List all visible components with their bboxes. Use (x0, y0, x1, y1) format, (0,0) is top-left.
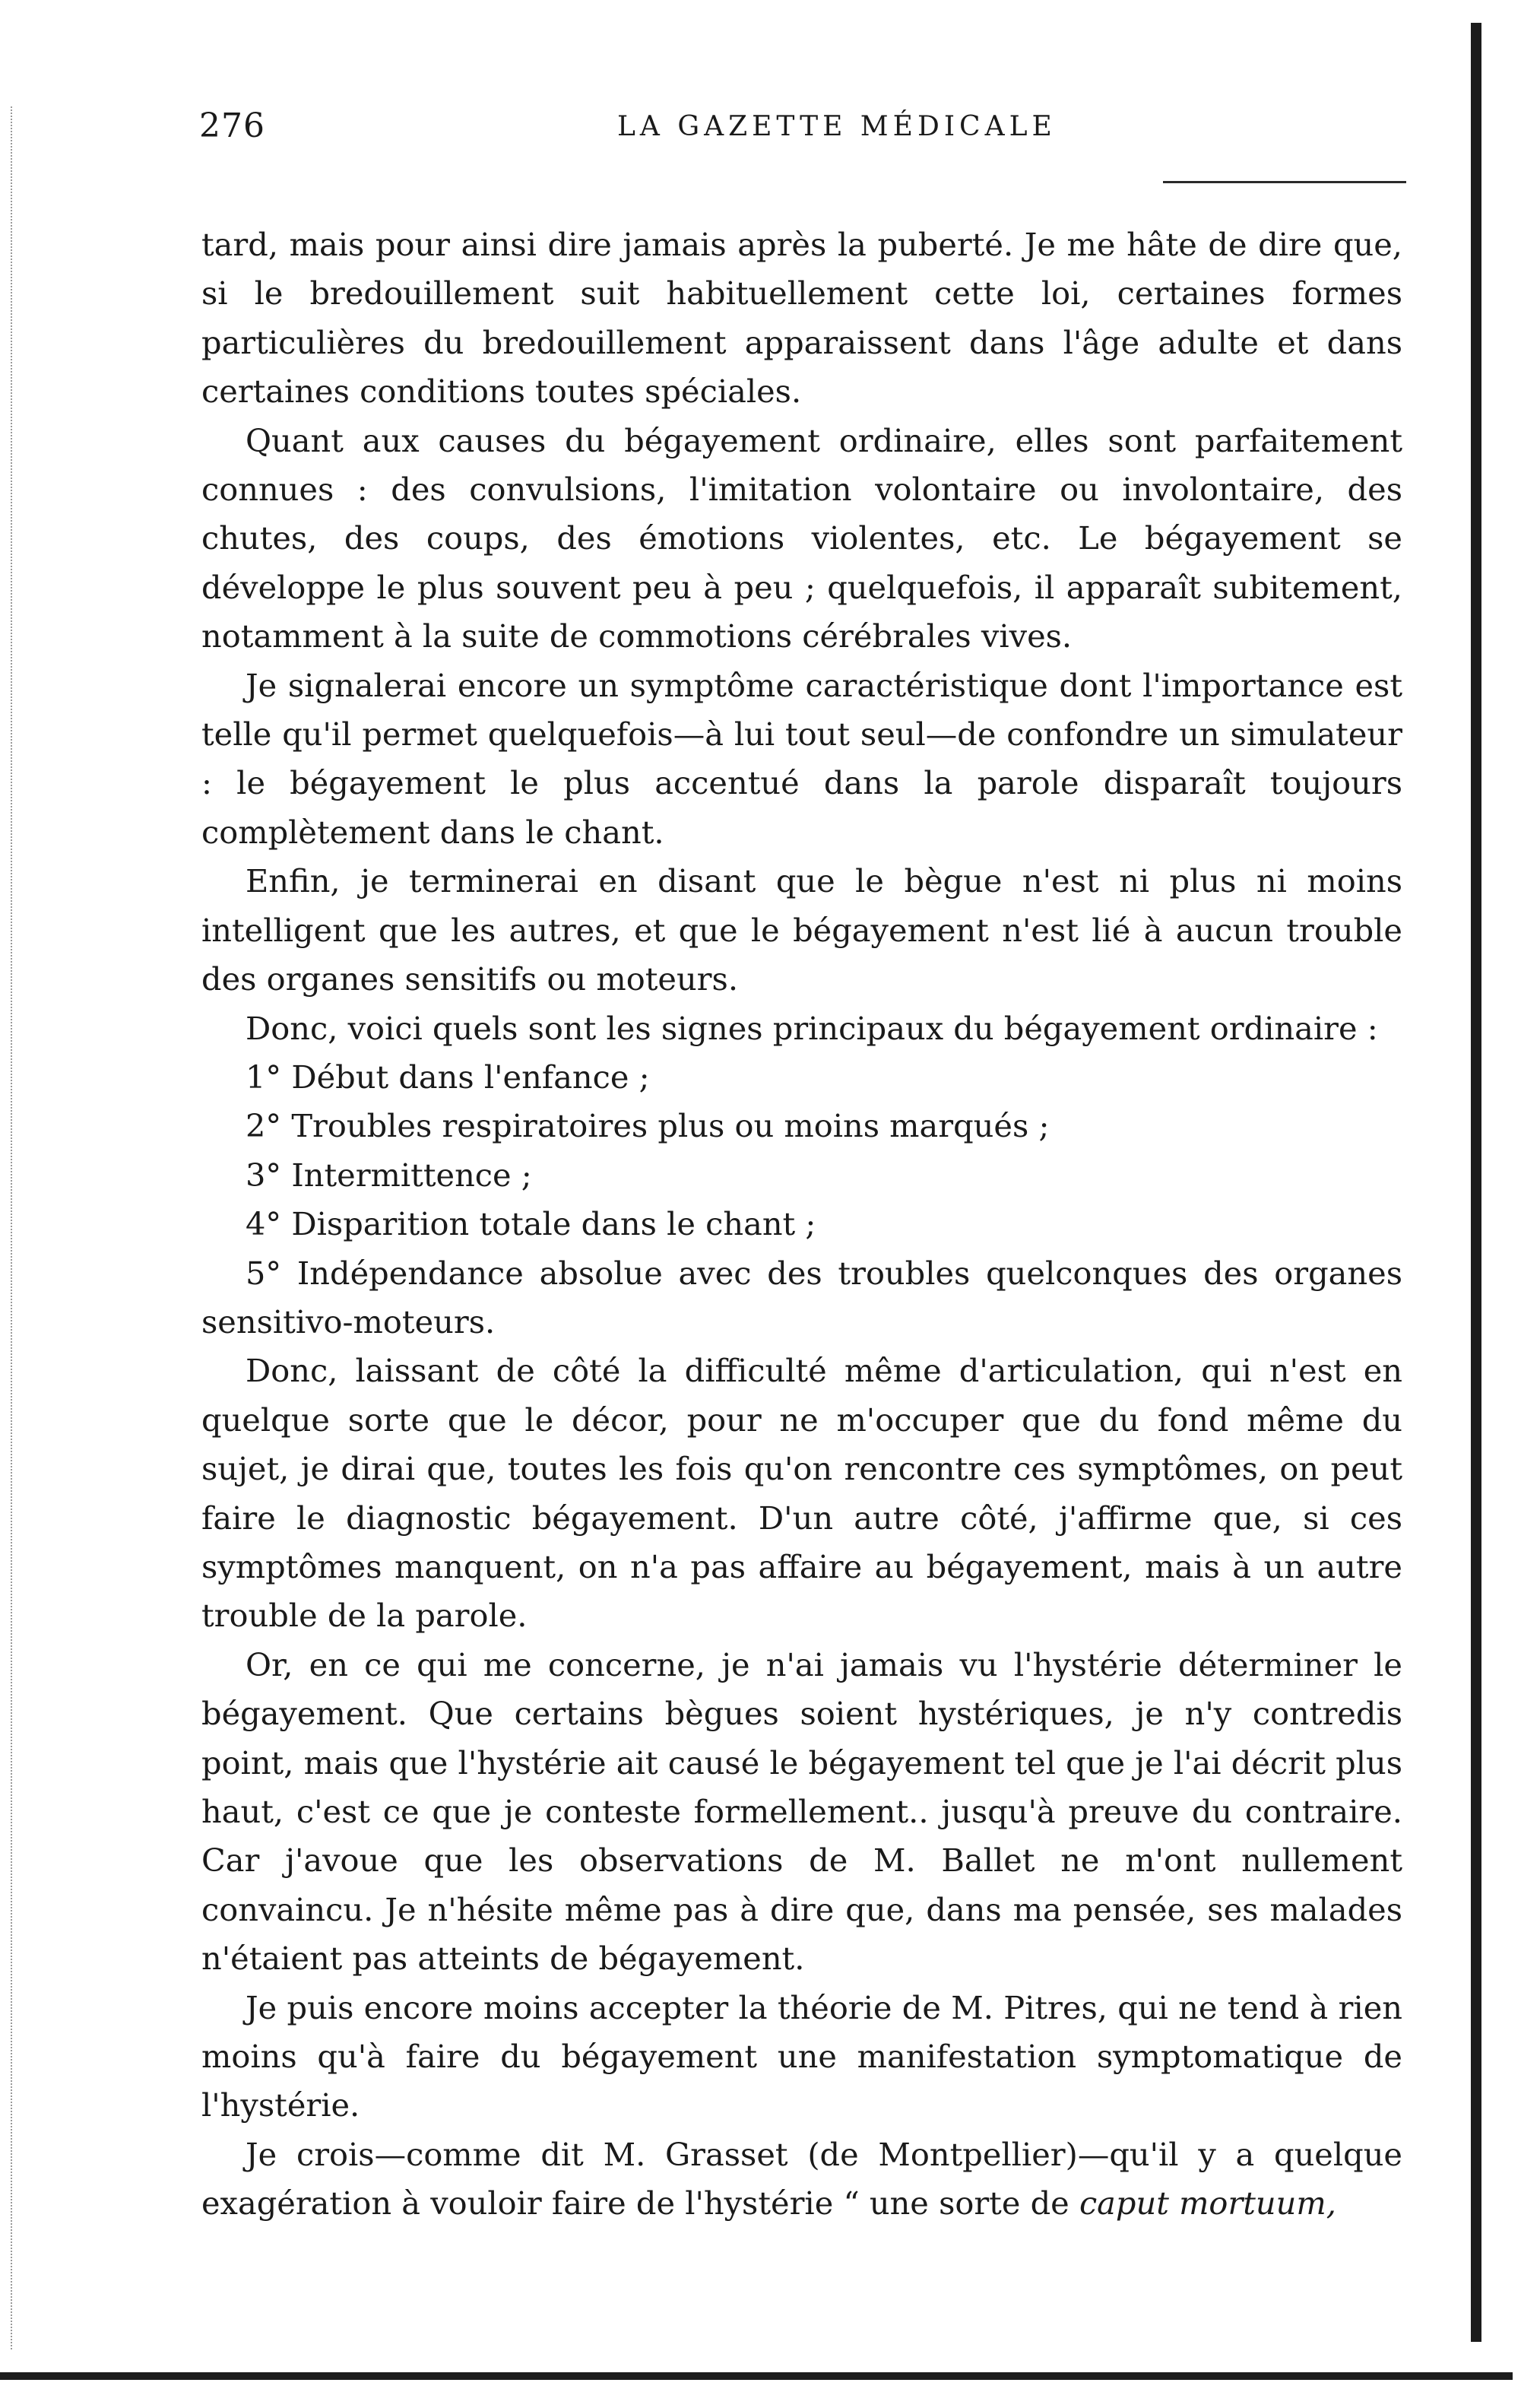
header-rule (1163, 181, 1406, 183)
paragraph: Je signalerai encore un symptôme caractéristique dont l'importance est telle qu'il permet quelquefois—à lui tout seul—de confondre un simulateur : le bégayement le plus accentué dans la parole disparaît toujours complètement dans le chant. (201, 666, 1402, 851)
scan-bottom-edge (0, 2372, 1513, 2380)
paragraph: Je puis encore moins accepter la théorie de M. Pitres, qui ne tend à rien moins qu'à faire du bégayement une manifestation symptomatique de l'hystérie. (201, 1988, 1402, 2124)
latin-phrase: caput mortuum, (1079, 2184, 1336, 2222)
list-item: 1° Début dans l'enfance ; (246, 1058, 650, 1096)
scan-margin-marks (11, 106, 20, 2349)
paragraph: Donc, voici quels sont les signes principaux du bégayement ordinaire : (246, 1009, 1378, 1047)
list-item: 2° Troubles respiratoires plus ou moins marqués ; (246, 1107, 1050, 1145)
page-number: 276 (199, 106, 265, 145)
last-paragraph-text: Je crois—comme dit M. Grasset (de Montpellier)—qu'il y a quelque exagération à vouloir faire de l'hystérie “ une sorte de (201, 2135, 1402, 2222)
paragraph: Quant aux causes du bégayement ordinaire, elles sont parfaitement connues : des convulsions, l'imitation volontaire ou involontaire, des chutes, des coups, des émotions violentes, etc. Le bégayement se développe le plus souvent peu à peu ; quelquefois, il apparaît subitement, notamment à la suite de commotions cérébrales vives. (201, 421, 1402, 655)
running-header (199, 106, 1400, 152)
paragraph: Donc, laissant de côté la difficulté même d'articulation, qui n'est en quelque sorte que le décor, pour ne m'occuper que du fond même du sujet, je dirai que, toutes les fois qu'on rencontre ces symptômes, on peut faire le diagnostic bégayement. D'un autre côté, j'affirme que, si ces symptômes manquent, on n'a pas affaire au bégayement, mais à un autre trouble de la parole. (201, 1352, 1402, 1635)
list-item: 4° Disparition totale dans le chant ; (246, 1205, 816, 1243)
paragraph: tard, mais pour ainsi dire jamais après la puberté. Je me hâte de dire que, si le bredouillement suit habituellement cette loi, certaines formes particulières du bredouillement apparaissent dans l'âge adulte et dans certaines conditions toutes spéciales. (201, 226, 1402, 411)
running-title: LA GAZETTE MÉDICALE (617, 111, 1057, 142)
paragraph: Enfin, je terminerai en disant que le bègue n'est ni plus ni moins intelligent que les autres, et que le bégayement n'est lié à aucun trouble des organes sensitifs ou moteurs. (201, 862, 1402, 998)
list-item: 3° Intermittence ; (246, 1156, 532, 1194)
scan-right-edge (1471, 23, 1481, 2342)
paragraph-last (201, 2130, 1402, 2229)
body-text (201, 220, 1402, 2229)
list-item: 5° Indépendance absolue avec des troubles quelconques des organes sensitivo-moteurs. (201, 1254, 1402, 1340)
paragraph: Or, en ce qui me concerne, je n'ai jamais vu l'hystérie déterminer le bégayement. Que certains bègues soient hystériques, je n'y contredis point, mais que l'hystérie ait causé le bégayement tel que je l'ai décrit plus haut, c'est ce que je conteste formellement.. jusqu'à preuve du contraire. Car j'avoue que les observations de M. Ballet ne m'ont nullement convaincu. Je n'hésite même pas à dire que, dans ma pensée, ses malades n'étaient pas atteints de bégayement. (201, 1645, 1402, 1978)
